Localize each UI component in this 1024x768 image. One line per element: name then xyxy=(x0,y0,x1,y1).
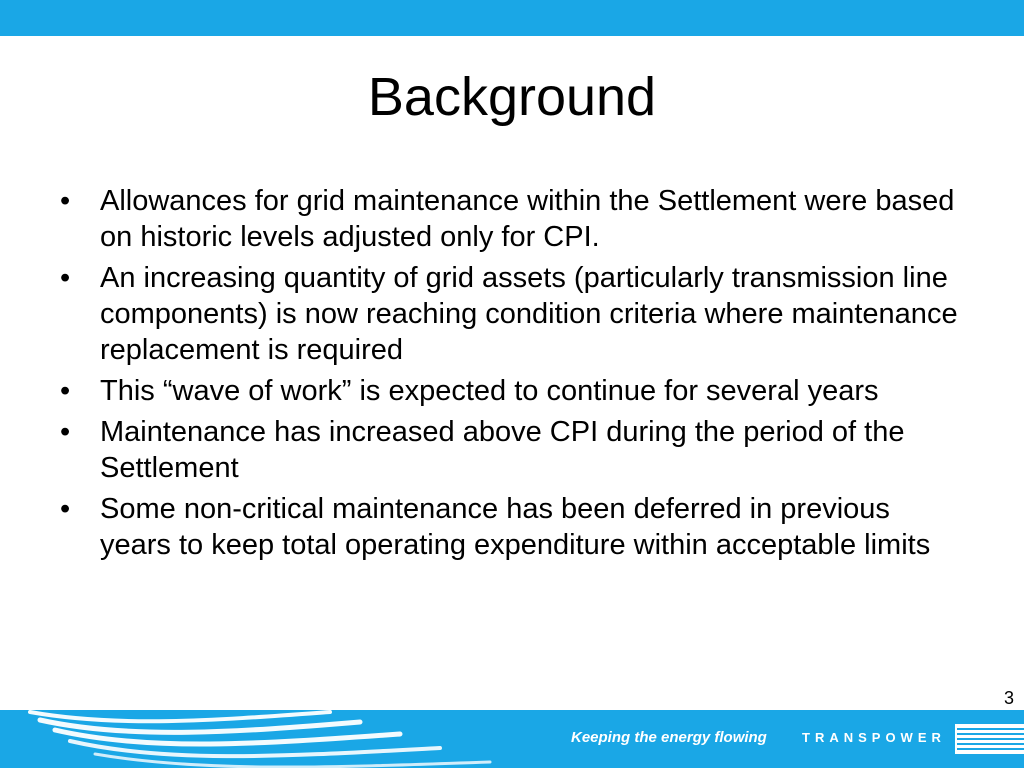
bullet-text: An increasing quantity of grid assets (particularly transmission line components) is now reaching condition criteria where maintenance replacement is required xyxy=(100,262,958,366)
bullet-item xyxy=(58,260,968,368)
bullet-text: Some non-critical maintenance has been deferred in previous years to keep total operating expenditure within acceptable limits xyxy=(100,493,931,561)
footer-bar xyxy=(0,710,1024,768)
page-number: 3 xyxy=(1003,688,1014,708)
transpower-stripes-icon xyxy=(955,724,1024,754)
footer-tagline: Keeping the energy flowing xyxy=(571,729,767,746)
bullet-dot: • xyxy=(60,375,71,407)
bullet-dot: • xyxy=(60,185,71,217)
bullet-item xyxy=(58,183,968,255)
brand-name: TRANSPOWER xyxy=(802,730,946,745)
bullet-text: Allowances for grid maintenance within the Settlement were based on historic levels adjusted only for CPI. xyxy=(100,185,955,253)
bullet-item xyxy=(58,373,968,409)
bullet-item xyxy=(58,491,968,563)
bullet-dot: • xyxy=(60,493,71,525)
slide-title: Background xyxy=(367,67,657,127)
bullet-dot: • xyxy=(60,262,71,294)
bullet-text: This “wave of work” is expected to continue for several years xyxy=(100,375,879,407)
top-accent-bar xyxy=(0,0,1024,36)
wave-lines-icon xyxy=(0,710,520,768)
bullet-dot: • xyxy=(60,416,71,448)
bullet-list xyxy=(58,183,968,568)
bullet-item xyxy=(58,414,968,486)
bullet-text: Maintenance has increased above CPI during the period of the Settlement xyxy=(100,416,905,484)
